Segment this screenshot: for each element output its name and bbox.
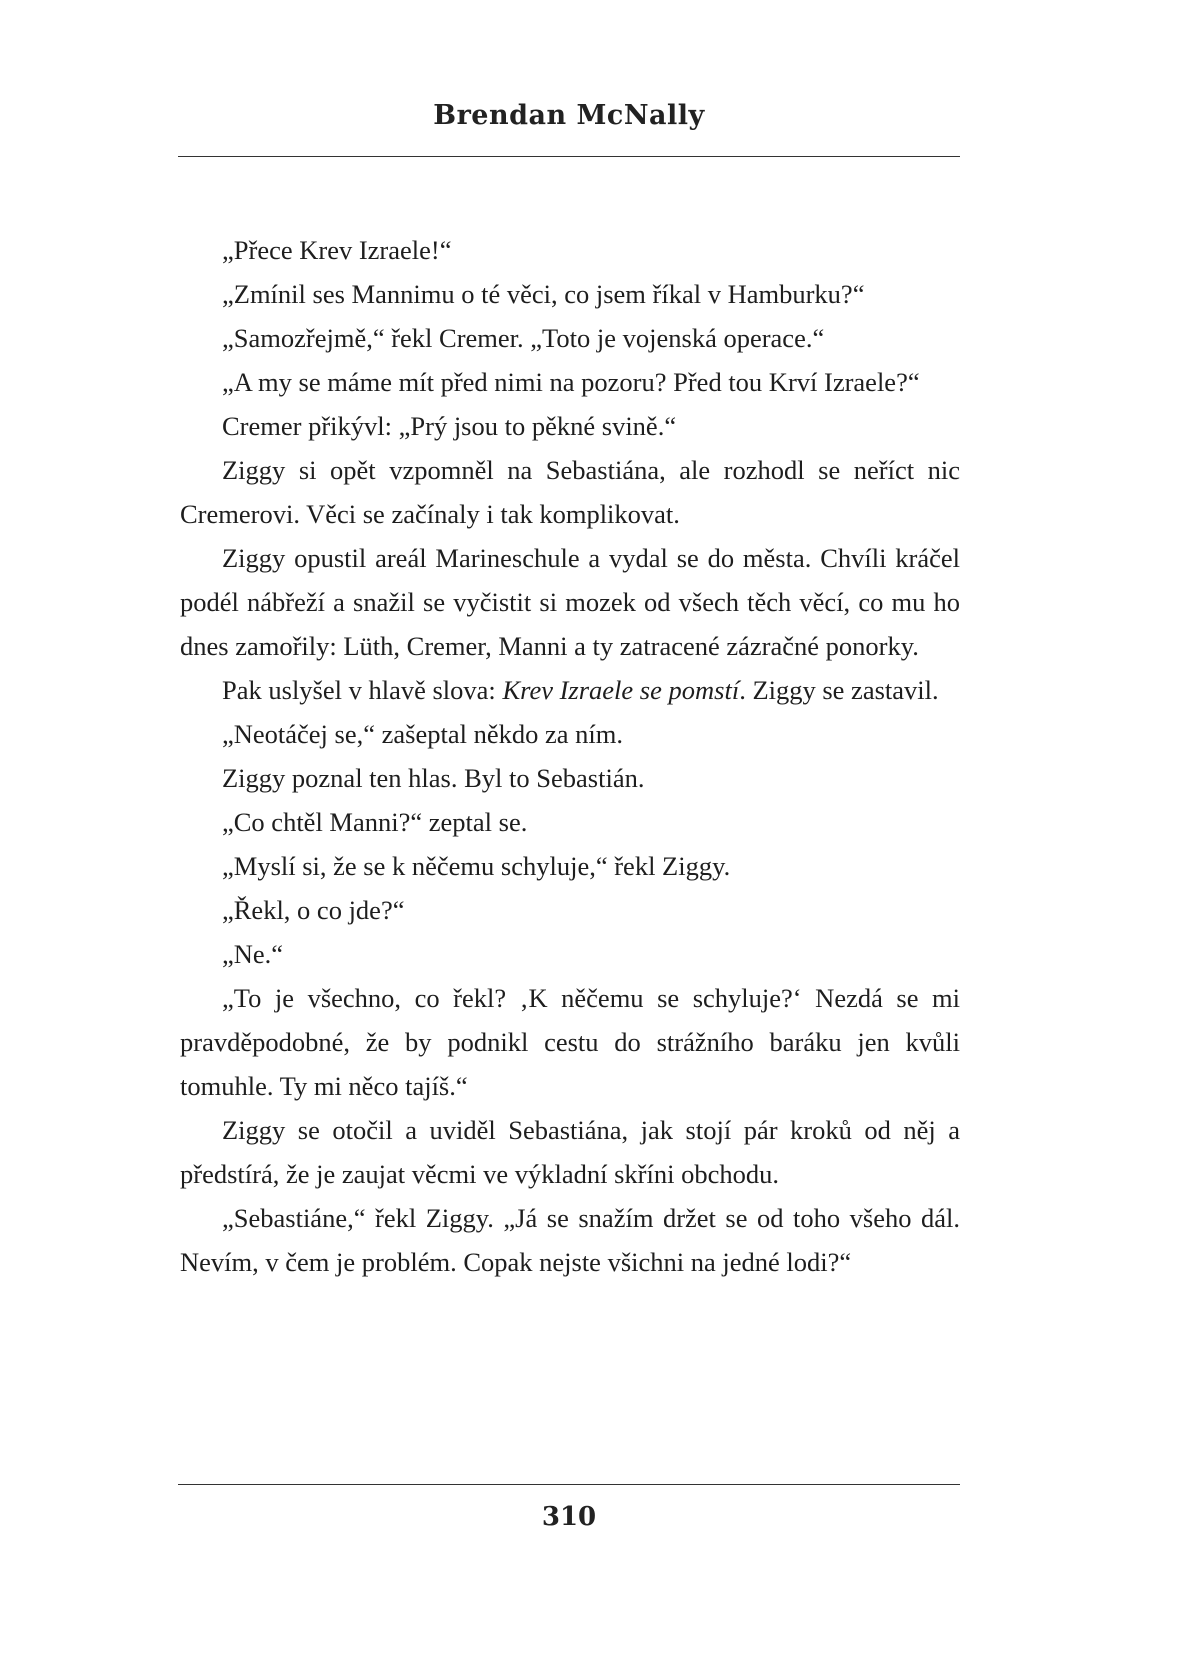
paragraph: „Samozřejmě,“ řekl Cremer. „Toto je vojenská operace.“ [222,323,825,353]
paragraph: „To je všechno, co řekl? ‚K něčemu se schyluje?‘ Nezdá se mi pravděpodobné, že by podnikl cestu do strážního baráku jen kvůli tomuhle. Ty mi něco tajíš.“ [180,983,960,1101]
paragraph: „A my se máme mít před nimi na pozoru? Před tou Krví Izraele?“ [222,367,920,397]
paragraph: Cremer přikývl: „Prý jsou to pěkné svině.“ [222,411,677,441]
paragraph: Ziggy poznal ten hlas. Byl to Sebastián. [222,763,645,793]
paragraph: „Přece Krev Izraele!“ [222,235,452,265]
paragraph: Ziggy si opět vzpomněl na Sebastiána, ale rozhodl se neříct nic Cremerovi. Věci se začínaly i tak komplikovat. [180,455,960,529]
footer-rule [178,1484,960,1485]
body-text [180,228,960,1284]
paragraph: „Řekl, o co jde?“ [222,895,405,925]
header-rule [178,156,960,157]
paragraph-text: . Ziggy se zastavil. [739,675,939,705]
running-head-author: Brendan McNally [433,100,705,131]
paragraph: „Sebastiáne,“ řekl Ziggy. „Já se snažím držet se od toho všeho dál. Nevím, v čem je problém. Copak nejste všichni na jedné lodi?“ [180,1203,960,1277]
paragraph: Ziggy se otočil a uviděl Sebastiána, jak stojí pár kroků od něj a předstírá, že je zaujat věcmi ve výkladní skříni obchodu. [180,1115,960,1189]
paragraph: „Myslí si, že se k něčemu schyluje,“ řekl Ziggy. [222,851,731,881]
page-number: 310 [541,1502,597,1532]
paragraph: „Zmínil ses Mannimu o té věci, co jsem říkal v Hamburku?“ [222,279,865,309]
paragraph: Ziggy opustil areál Marineschule a vydal se do města. Chvíli kráčel podél nábřeží a snažil se vyčistit si mozek od všech těch věcí, co mu ho dnes zamořily: Lüth, Cremer, Manni a ty zatracené zázračné ponorky. [180,543,960,661]
paragraph: „Ne.“ [222,939,284,969]
paragraph: „Neotáčej se,“ zašeptal někdo za ním. [222,719,623,749]
paragraph: „Co chtěl Manni?“ zeptal se. [222,807,528,837]
paragraph-with-italic [180,668,960,712]
paragraph-text: Pak uslyšel v hlavě slova: [222,675,503,705]
italic-quote: Krev Izraele se pomstí [502,675,740,705]
